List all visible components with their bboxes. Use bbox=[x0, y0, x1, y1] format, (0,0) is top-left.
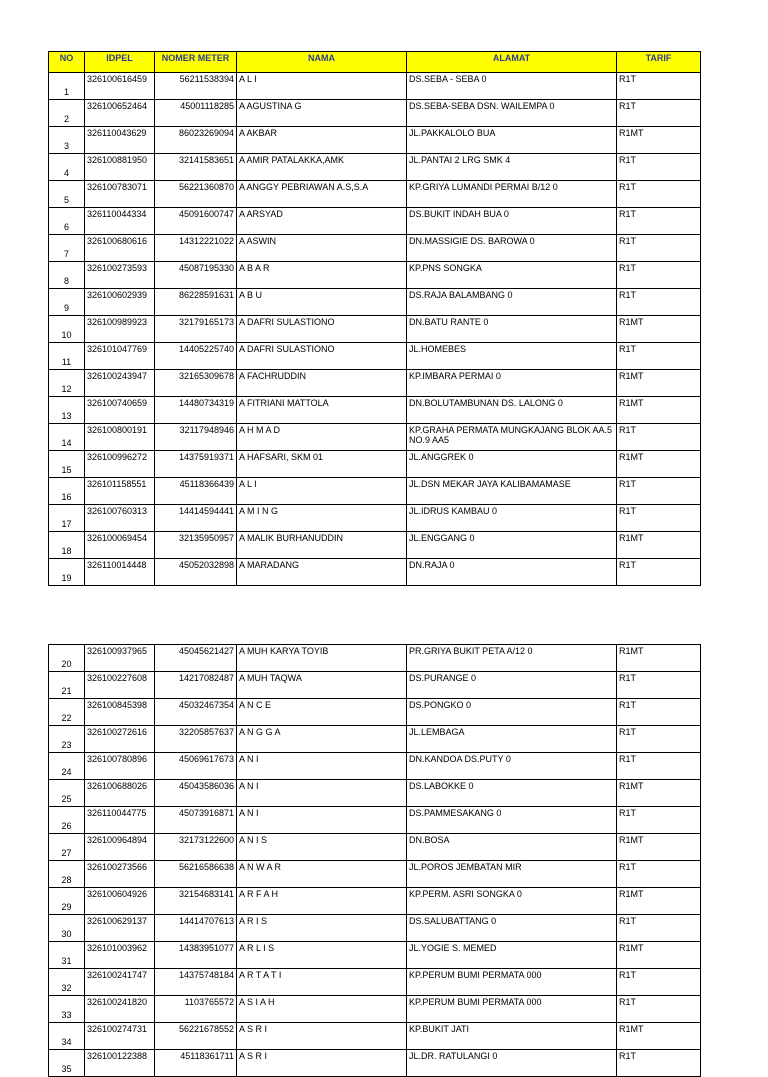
cell-alamat: KP.PERUM BUMI PERMATA 000 bbox=[407, 969, 617, 996]
table-row bbox=[49, 532, 701, 559]
cell-tarif: R1T bbox=[617, 726, 701, 753]
cell-no: 21 bbox=[49, 672, 85, 699]
cell-no: 27 bbox=[49, 834, 85, 861]
cell-idpel: 326100688026 bbox=[85, 780, 155, 807]
cell-meter: 45045621427 bbox=[155, 645, 237, 672]
cell-no: 23 bbox=[49, 726, 85, 753]
cell-idpel: 326100227608 bbox=[85, 672, 155, 699]
cell-tarif: R1T bbox=[617, 181, 701, 208]
cell-meter: 45091600747 bbox=[155, 208, 237, 235]
cell-nama: A N I bbox=[237, 753, 407, 780]
table-row bbox=[49, 451, 701, 478]
cell-tarif: R1T bbox=[617, 699, 701, 726]
cell-no: 13 bbox=[49, 397, 85, 424]
cell-nama: A R T A T I bbox=[237, 969, 407, 996]
cell-alamat: DS.LABOKKE 0 bbox=[407, 780, 617, 807]
cell-meter: 45032467354 bbox=[155, 699, 237, 726]
cell-tarif: R1T bbox=[617, 478, 701, 505]
table-row bbox=[49, 915, 701, 942]
cell-alamat: JL.POROS JEMBATAN MIR bbox=[407, 861, 617, 888]
cell-no: 18 bbox=[49, 532, 85, 559]
cell-no: 35 bbox=[49, 1050, 85, 1077]
header-meter: NOMER METER bbox=[155, 52, 237, 73]
cell-no: 15 bbox=[49, 451, 85, 478]
table-row bbox=[49, 505, 701, 532]
cell-no: 7 bbox=[49, 235, 85, 262]
cell-alamat: DN.MASSIGIE DS. BAROWA 0 bbox=[407, 235, 617, 262]
cell-alamat: DS.SALUBATTANG 0 bbox=[407, 915, 617, 942]
cell-idpel: 326100740659 bbox=[85, 397, 155, 424]
cell-meter: 32154683141 bbox=[155, 888, 237, 915]
cell-idpel: 326100272616 bbox=[85, 726, 155, 753]
cell-nama: A N I bbox=[237, 780, 407, 807]
cell-tarif: R1T bbox=[617, 289, 701, 316]
cell-meter: 14405225740 bbox=[155, 343, 237, 370]
cell-idpel: 326100616459 bbox=[85, 73, 155, 100]
cell-meter: 32179165173 bbox=[155, 316, 237, 343]
cell-no: 4 bbox=[49, 154, 85, 181]
header-tarif: TARIF bbox=[617, 52, 701, 73]
cell-tarif: R1MT bbox=[617, 780, 701, 807]
table-row bbox=[49, 208, 701, 235]
cell-nama: A AGUSTINA G bbox=[237, 100, 407, 127]
cell-nama: A S R I bbox=[237, 1023, 407, 1050]
cell-nama: A N G G A bbox=[237, 726, 407, 753]
cell-no: 2 bbox=[49, 100, 85, 127]
cell-alamat: JL.PAKKALOLO BUA bbox=[407, 127, 617, 154]
table-row bbox=[49, 861, 701, 888]
cell-meter: 1103765572 bbox=[155, 996, 237, 1023]
cell-meter: 14375748184 bbox=[155, 969, 237, 996]
cell-meter: 32141583651 bbox=[155, 154, 237, 181]
customer-table-page-2 bbox=[48, 644, 701, 1077]
cell-meter: 56221678552 bbox=[155, 1023, 237, 1050]
cell-nama: A M I N G bbox=[237, 505, 407, 532]
table-row bbox=[49, 969, 701, 996]
table-row bbox=[49, 672, 701, 699]
table-row bbox=[49, 397, 701, 424]
cell-no: 9 bbox=[49, 289, 85, 316]
cell-meter: 32165309678 bbox=[155, 370, 237, 397]
cell-nama: A R L I S bbox=[237, 942, 407, 969]
cell-no: 30 bbox=[49, 915, 85, 942]
cell-alamat: DN.RAJA 0 bbox=[407, 559, 617, 586]
cell-tarif: R1MT bbox=[617, 532, 701, 559]
table-row bbox=[49, 154, 701, 181]
cell-alamat: KP.BUKIT JATI bbox=[407, 1023, 617, 1050]
cell-idpel: 326100783071 bbox=[85, 181, 155, 208]
cell-meter: 56221360870 bbox=[155, 181, 237, 208]
cell-tarif: R1MT bbox=[617, 645, 701, 672]
cell-no: 11 bbox=[49, 343, 85, 370]
cell-no: 19 bbox=[49, 559, 85, 586]
cell-no: 24 bbox=[49, 753, 85, 780]
cell-alamat: DN.BATU RANTE 0 bbox=[407, 316, 617, 343]
cell-idpel: 326100780896 bbox=[85, 753, 155, 780]
header-idpel: IDPEL bbox=[85, 52, 155, 73]
cell-idpel: 326100069454 bbox=[85, 532, 155, 559]
cell-alamat: JL.PANTAI 2 LRG SMK 4 bbox=[407, 154, 617, 181]
header-alamat: ALAMAT bbox=[407, 52, 617, 73]
table-row bbox=[49, 753, 701, 780]
cell-idpel: 326100760313 bbox=[85, 505, 155, 532]
table-row bbox=[49, 726, 701, 753]
cell-alamat: KP.PERUM BUMI PERMATA 000 bbox=[407, 996, 617, 1023]
cell-no: 1 bbox=[49, 73, 85, 100]
table-body bbox=[49, 73, 701, 586]
cell-nama: A N I bbox=[237, 807, 407, 834]
cell-meter: 32205857637 bbox=[155, 726, 237, 753]
cell-alamat: JL.ANGGREK 0 bbox=[407, 451, 617, 478]
cell-alamat: DN.BOLUTAMBUNAN DS. LALONG 0 bbox=[407, 397, 617, 424]
cell-tarif: R1T bbox=[617, 672, 701, 699]
cell-nama: A S I A H bbox=[237, 996, 407, 1023]
cell-no: 33 bbox=[49, 996, 85, 1023]
cell-no: 22 bbox=[49, 699, 85, 726]
cell-nama: A MARADANG bbox=[237, 559, 407, 586]
table-row bbox=[49, 316, 701, 343]
cell-idpel: 326100989923 bbox=[85, 316, 155, 343]
cell-no: 17 bbox=[49, 505, 85, 532]
cell-meter: 14414594441 bbox=[155, 505, 237, 532]
cell-meter: 86228591631 bbox=[155, 289, 237, 316]
cell-tarif: R1T bbox=[617, 235, 701, 262]
cell-nama: A DAFRI SULASTIONO bbox=[237, 316, 407, 343]
cell-nama: A MUH KARYA TOYIB bbox=[237, 645, 407, 672]
cell-meter: 45043586036 bbox=[155, 780, 237, 807]
cell-nama: A S R I bbox=[237, 1050, 407, 1077]
table-row bbox=[49, 888, 701, 915]
table-row bbox=[49, 289, 701, 316]
cell-nama: A N W A R bbox=[237, 861, 407, 888]
cell-alamat: DS.SEBA - SEBA 0 bbox=[407, 73, 617, 100]
table-row bbox=[49, 807, 701, 834]
cell-idpel: 326100241747 bbox=[85, 969, 155, 996]
cell-nama: A ANGGY PEBRIAWAN A.S,S.A bbox=[237, 181, 407, 208]
cell-tarif: R1T bbox=[617, 1050, 701, 1077]
cell-tarif: R1T bbox=[617, 559, 701, 586]
table-row bbox=[49, 942, 701, 969]
cell-nama: A N C E bbox=[237, 699, 407, 726]
cell-no: 20 bbox=[49, 645, 85, 672]
cell-meter: 32173122600 bbox=[155, 834, 237, 861]
table-row bbox=[49, 559, 701, 586]
cell-nama: A R I S bbox=[237, 915, 407, 942]
cell-meter: 56216586638 bbox=[155, 861, 237, 888]
cell-alamat: JL.ENGGANG 0 bbox=[407, 532, 617, 559]
cell-alamat: DN.KANDOA DS.PUTY 0 bbox=[407, 753, 617, 780]
cell-tarif: R1T bbox=[617, 861, 701, 888]
cell-idpel: 326100243947 bbox=[85, 370, 155, 397]
table-row bbox=[49, 370, 701, 397]
cell-meter: 45052032898 bbox=[155, 559, 237, 586]
table-row bbox=[49, 100, 701, 127]
table-row bbox=[49, 699, 701, 726]
cell-meter: 32135950957 bbox=[155, 532, 237, 559]
cell-no: 16 bbox=[49, 478, 85, 505]
cell-meter: 45087195330 bbox=[155, 262, 237, 289]
cell-alamat: PR.GRIYA BUKIT PETA A/12 0 bbox=[407, 645, 617, 672]
cell-alamat: JL.HOMEBES bbox=[407, 343, 617, 370]
cell-idpel: 326100996272 bbox=[85, 451, 155, 478]
cell-alamat: DN.BOSA bbox=[407, 834, 617, 861]
cell-tarif: R1T bbox=[617, 505, 701, 532]
table-row bbox=[49, 478, 701, 505]
cell-idpel: 326100241820 bbox=[85, 996, 155, 1023]
cell-idpel: 326100602939 bbox=[85, 289, 155, 316]
cell-tarif: R1T bbox=[617, 343, 701, 370]
cell-tarif: R1MT bbox=[617, 370, 701, 397]
cell-no: 8 bbox=[49, 262, 85, 289]
cell-tarif: R1MT bbox=[617, 834, 701, 861]
cell-tarif: R1T bbox=[617, 969, 701, 996]
cell-no: 34 bbox=[49, 1023, 85, 1050]
cell-tarif: R1T bbox=[617, 753, 701, 780]
cell-meter: 14375919371 bbox=[155, 451, 237, 478]
cell-alamat: DS.PAMMESAKANG 0 bbox=[407, 807, 617, 834]
cell-nama: A FACHRUDDIN bbox=[237, 370, 407, 397]
cell-nama: A HAFSARI, SKM 01 bbox=[237, 451, 407, 478]
cell-tarif: R1T bbox=[617, 915, 701, 942]
customer-table-page-1 bbox=[48, 51, 701, 586]
cell-alamat: DS.BUKIT INDAH BUA 0 bbox=[407, 208, 617, 235]
cell-alamat: KP.GRAHA PERMATA MUNGKAJANG BLOK AA.5 NO.9 AA5 bbox=[407, 424, 617, 451]
table-row bbox=[49, 73, 701, 100]
cell-idpel: 326100680616 bbox=[85, 235, 155, 262]
cell-alamat: JL.DR. RATULANGI 0 bbox=[407, 1050, 617, 1077]
cell-nama: A ARSYAD bbox=[237, 208, 407, 235]
cell-idpel: 326101047769 bbox=[85, 343, 155, 370]
cell-no: 14 bbox=[49, 424, 85, 451]
cell-no: 29 bbox=[49, 888, 85, 915]
cell-alamat: JL.LEMBAGA bbox=[407, 726, 617, 753]
cell-nama: A FITRIANI MATTOLA bbox=[237, 397, 407, 424]
cell-idpel: 326100964894 bbox=[85, 834, 155, 861]
cell-idpel: 326100629137 bbox=[85, 915, 155, 942]
cell-tarif: R1T bbox=[617, 807, 701, 834]
cell-tarif: R1MT bbox=[617, 888, 701, 915]
cell-alamat: JL.IDRUS KAMBAU 0 bbox=[407, 505, 617, 532]
cell-idpel: 326100845398 bbox=[85, 699, 155, 726]
table-row bbox=[49, 262, 701, 289]
cell-idpel: 326110014448 bbox=[85, 559, 155, 586]
cell-nama: A ASWIN bbox=[237, 235, 407, 262]
table-row bbox=[49, 1050, 701, 1077]
cell-idpel: 326100937965 bbox=[85, 645, 155, 672]
cell-nama: A H M A D bbox=[237, 424, 407, 451]
cell-nama: A L I bbox=[237, 73, 407, 100]
table-header-row bbox=[49, 52, 701, 73]
cell-meter: 32117948946 bbox=[155, 424, 237, 451]
cell-nama: A MALIK BURHANUDDIN bbox=[237, 532, 407, 559]
cell-no: 25 bbox=[49, 780, 85, 807]
header-no: NO bbox=[49, 52, 85, 73]
cell-nama: A B A R bbox=[237, 262, 407, 289]
cell-idpel: 326101003962 bbox=[85, 942, 155, 969]
table-row bbox=[49, 996, 701, 1023]
cell-tarif: R1T bbox=[617, 100, 701, 127]
cell-alamat: KP.PERM. ASRI SONGKA 0 bbox=[407, 888, 617, 915]
table-row bbox=[49, 780, 701, 807]
cell-tarif: R1MT bbox=[617, 127, 701, 154]
cell-idpel: 326101158551 bbox=[85, 478, 155, 505]
cell-alamat: DS.RAJA BALAMBANG 0 bbox=[407, 289, 617, 316]
cell-idpel: 326110044775 bbox=[85, 807, 155, 834]
table-row bbox=[49, 834, 701, 861]
cell-meter: 14383951077 bbox=[155, 942, 237, 969]
cell-alamat: DS.PURANGE 0 bbox=[407, 672, 617, 699]
cell-meter: 45073916871 bbox=[155, 807, 237, 834]
cell-alamat: DS.PONGKO 0 bbox=[407, 699, 617, 726]
cell-idpel: 326100604926 bbox=[85, 888, 155, 915]
cell-alamat: KP.GRIYA LUMANDI PERMAI B/12 0 bbox=[407, 181, 617, 208]
cell-nama: A AKBAR bbox=[237, 127, 407, 154]
cell-alamat: KP.PNS SONGKA bbox=[407, 262, 617, 289]
table-row bbox=[49, 343, 701, 370]
cell-tarif: R1T bbox=[617, 262, 701, 289]
cell-no: 32 bbox=[49, 969, 85, 996]
cell-no: 10 bbox=[49, 316, 85, 343]
cell-alamat: JL.DSN MEKAR JAYA KALIBAMAMASE bbox=[407, 478, 617, 505]
cell-meter: 14312221022 bbox=[155, 235, 237, 262]
cell-nama: A N I S bbox=[237, 834, 407, 861]
cell-alamat: KP.IMBARA PERMAI 0 bbox=[407, 370, 617, 397]
cell-meter: 45069617673 bbox=[155, 753, 237, 780]
cell-nama: A B U bbox=[237, 289, 407, 316]
cell-no: 28 bbox=[49, 861, 85, 888]
cell-nama: A L I bbox=[237, 478, 407, 505]
cell-no: 6 bbox=[49, 208, 85, 235]
cell-meter: 86023269094 bbox=[155, 127, 237, 154]
cell-tarif: R1T bbox=[617, 73, 701, 100]
cell-nama: A AMIR PATALAKKA,AMK bbox=[237, 154, 407, 181]
table-body bbox=[49, 645, 701, 1077]
cell-tarif: R1MT bbox=[617, 942, 701, 969]
cell-no: 26 bbox=[49, 807, 85, 834]
cell-tarif: R1MT bbox=[617, 397, 701, 424]
table-row bbox=[49, 645, 701, 672]
cell-meter: 14217082487 bbox=[155, 672, 237, 699]
cell-idpel: 326100273593 bbox=[85, 262, 155, 289]
cell-tarif: R1T bbox=[617, 996, 701, 1023]
table-row bbox=[49, 181, 701, 208]
cell-nama: A R F A H bbox=[237, 888, 407, 915]
cell-alamat: JL.YOGIE S. MEMED bbox=[407, 942, 617, 969]
cell-tarif: R1T bbox=[617, 154, 701, 181]
cell-idpel: 326110043629 bbox=[85, 127, 155, 154]
table-row bbox=[49, 127, 701, 154]
cell-tarif: R1MT bbox=[617, 1023, 701, 1050]
table-row bbox=[49, 235, 701, 262]
cell-no: 5 bbox=[49, 181, 85, 208]
cell-tarif: R1MT bbox=[617, 451, 701, 478]
cell-meter: 14414707613 bbox=[155, 915, 237, 942]
cell-idpel: 326100122388 bbox=[85, 1050, 155, 1077]
cell-meter: 56211538394 bbox=[155, 73, 237, 100]
cell-nama: A MUH TAQWA bbox=[237, 672, 407, 699]
cell-no: 3 bbox=[49, 127, 85, 154]
cell-idpel: 326100800191 bbox=[85, 424, 155, 451]
table-row bbox=[49, 1023, 701, 1050]
cell-idpel: 326100881950 bbox=[85, 154, 155, 181]
cell-alamat: DS.SEBA-SEBA DSN. WAILEMPA 0 bbox=[407, 100, 617, 127]
cell-idpel: 326110044334 bbox=[85, 208, 155, 235]
cell-no: 31 bbox=[49, 942, 85, 969]
cell-meter: 45001118285 bbox=[155, 100, 237, 127]
cell-nama: A DAFRI SULASTIONO bbox=[237, 343, 407, 370]
cell-no: 12 bbox=[49, 370, 85, 397]
cell-meter: 14480734319 bbox=[155, 397, 237, 424]
cell-meter: 45118361711 bbox=[155, 1050, 237, 1077]
cell-idpel: 326100652464 bbox=[85, 100, 155, 127]
cell-tarif: R1T bbox=[617, 208, 701, 235]
cell-idpel: 326100274731 bbox=[85, 1023, 155, 1050]
header-nama: NAMA bbox=[237, 52, 407, 73]
cell-idpel: 326100273566 bbox=[85, 861, 155, 888]
cell-tarif: R1T bbox=[617, 424, 701, 451]
table-row bbox=[49, 424, 701, 451]
cell-tarif: R1MT bbox=[617, 316, 701, 343]
cell-meter: 45118366439 bbox=[155, 478, 237, 505]
